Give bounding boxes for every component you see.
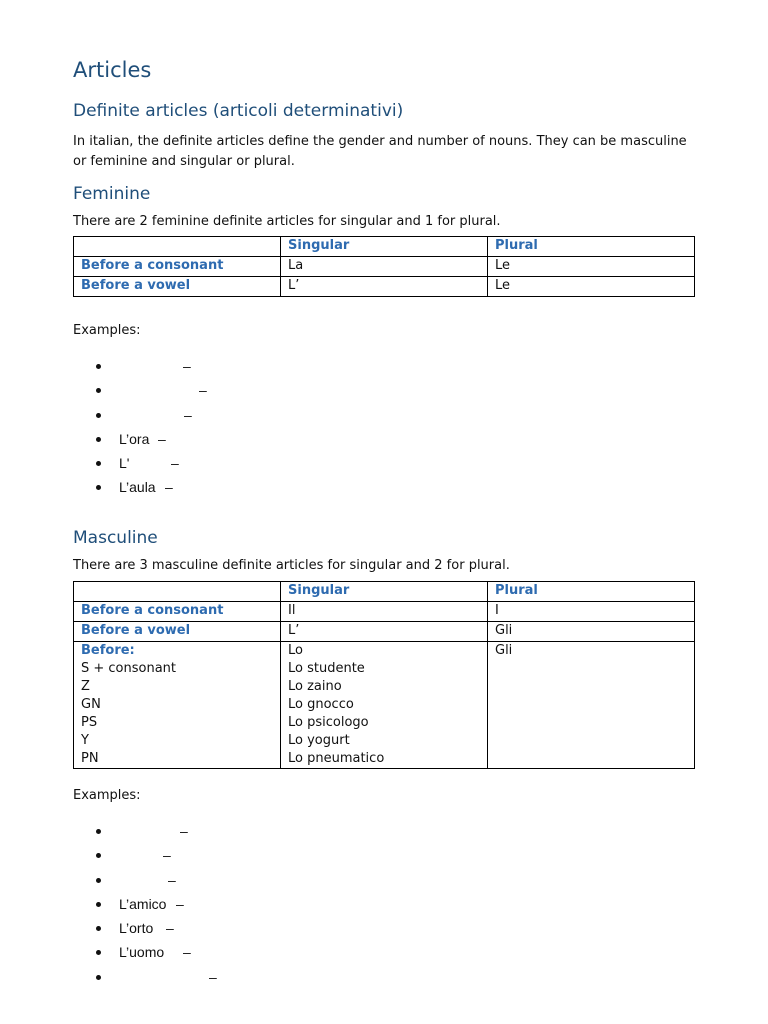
example-word: L’orto	[119, 920, 154, 937]
bullet-icon	[96, 461, 101, 466]
masculine-text: There are 3 masculine definite articles for singular and 2 for plural.	[73, 558, 510, 573]
table-row	[74, 602, 695, 622]
feminine-table	[73, 236, 695, 297]
example-word: L’uomo	[119, 944, 165, 961]
example-dash: –	[168, 871, 176, 888]
bullet-icon	[96, 975, 101, 980]
table-cell: L’	[281, 622, 488, 642]
row-label: Before:	[81, 643, 135, 658]
bullet-icon	[96, 364, 101, 369]
example-dash: –	[158, 430, 166, 447]
feminine-heading: Feminine	[73, 184, 151, 204]
table-cell: Le	[488, 277, 695, 297]
table-header-row	[74, 237, 695, 257]
example-dash: –	[166, 920, 174, 937]
example-item: Lo zaino	[288, 679, 342, 694]
feminine-examples-label: Examples:	[73, 323, 141, 338]
example-dash: –	[163, 847, 171, 864]
bullet-icon	[96, 437, 101, 442]
bullet-icon	[96, 829, 101, 834]
table-cell: Il	[281, 602, 488, 622]
section-heading-definite-articles: Definite articles (articoli determinativi)	[73, 101, 404, 121]
bullet-icon	[96, 878, 101, 883]
column-header-singular: Singular	[281, 237, 488, 257]
example-item: Lo psicologo	[288, 715, 369, 730]
bullet-icon	[96, 388, 101, 393]
rule-item: Y	[81, 733, 89, 748]
table-row	[74, 277, 695, 297]
example-dash: –	[183, 358, 191, 374]
table-cell-empty	[74, 582, 281, 602]
example-dash: –	[165, 479, 173, 496]
table-row	[74, 642, 695, 769]
example-dash: –	[171, 455, 179, 472]
table-cell: Le	[488, 257, 695, 277]
example-word: L’amico	[119, 895, 167, 912]
bullet-icon	[96, 413, 101, 418]
singular-examples-cell	[281, 642, 488, 769]
rule-item: S + consonant	[81, 661, 177, 676]
example-item: Lo gnocco	[288, 697, 354, 712]
rule-item: Z	[81, 679, 90, 694]
row-label: Before a vowel	[74, 622, 281, 642]
table-cell-empty	[74, 237, 281, 257]
table-cell: Gli	[488, 622, 695, 642]
table-cell-text: Lo	[288, 643, 303, 658]
page-title: Articles	[73, 58, 152, 82]
row-label-cell	[74, 642, 281, 769]
column-header-singular: Singular	[281, 582, 488, 602]
rule-item: GN	[81, 697, 101, 712]
example-dash: –	[183, 944, 191, 961]
bullet-icon	[96, 950, 101, 955]
masculine-examples-label: Examples:	[73, 788, 141, 803]
example-word: L'	[119, 455, 130, 472]
example-item: Lo yogurt	[288, 733, 350, 748]
bullet-icon	[96, 853, 101, 858]
bullet-icon	[96, 926, 101, 931]
example-item: Lo pneumatico	[288, 751, 385, 766]
example-dash: –	[180, 823, 188, 839]
masculine-table	[73, 581, 695, 769]
example-word: L’aula	[119, 479, 156, 496]
table-cell: I	[488, 602, 695, 622]
table-header-row	[74, 582, 695, 602]
feminine-text: There are 2 feminine definite articles for singular and 1 for plural.	[73, 214, 501, 229]
intro-paragraph: In italian, the definite articles define the gender and number of nouns. They can be masculine or feminine and singular or plural.	[73, 134, 687, 169]
example-dash: –	[199, 382, 207, 399]
bullet-icon	[96, 485, 101, 490]
table-cell: La	[281, 257, 488, 277]
table-row	[74, 622, 695, 642]
example-word: L’ora	[119, 430, 150, 447]
example-item: Lo studente	[288, 661, 365, 676]
table-row	[74, 257, 695, 277]
bullet-icon	[96, 902, 101, 907]
example-dash: –	[176, 895, 184, 912]
column-header-plural: Plural	[488, 582, 695, 602]
row-label: Before a consonant	[74, 602, 281, 622]
row-label: Before a consonant	[74, 257, 281, 277]
example-dash: –	[184, 406, 192, 423]
column-header-plural: Plural	[488, 237, 695, 257]
rule-item: PS	[81, 715, 98, 730]
table-cell: L’	[281, 277, 488, 297]
rule-item: PN	[81, 751, 99, 766]
example-dash: –	[209, 968, 217, 985]
row-label: Before a vowel	[74, 277, 281, 297]
table-cell: Gli	[488, 642, 695, 769]
masculine-heading: Masculine	[73, 528, 158, 548]
